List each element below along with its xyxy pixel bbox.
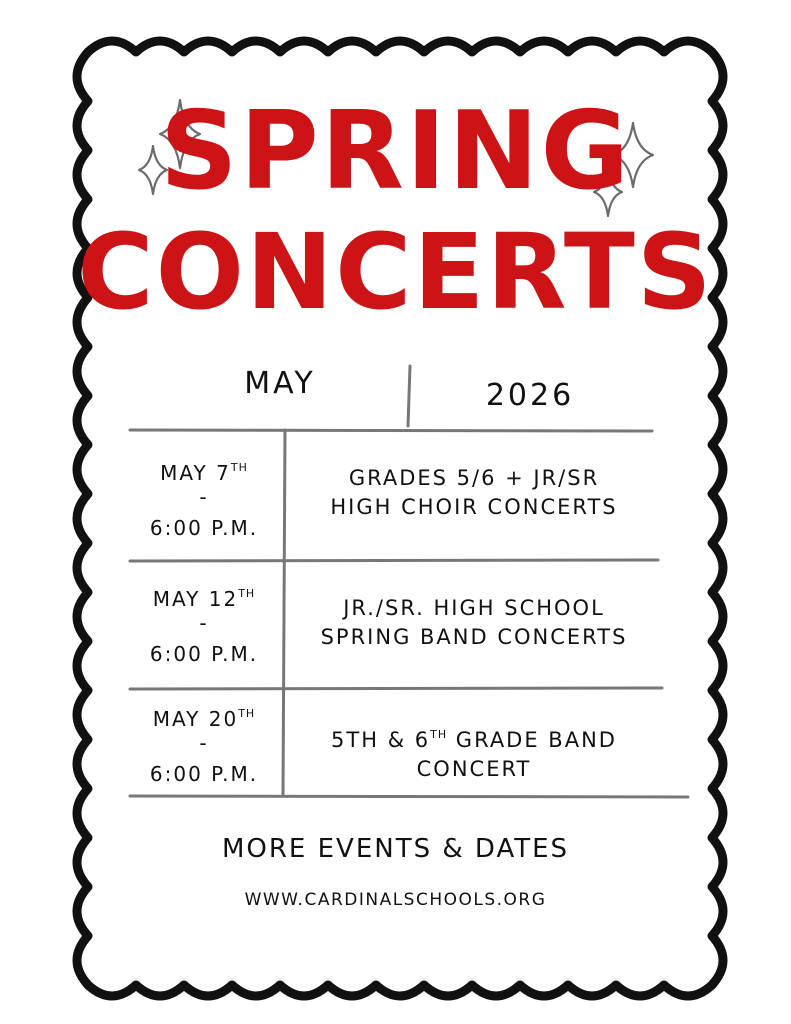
header-month: MAY [244, 366, 316, 401]
row-3-time: 6:00 P.M. [149, 762, 259, 786]
row-3-event-line-1: 5TH & 6TH GRADE BAND [331, 728, 617, 752]
row-1-date-text: MAY 7TH [160, 461, 248, 485]
row-rule-1 [130, 560, 658, 561]
row-1-event-line-1: GRADES 5/6 + JR/SR [348, 466, 600, 490]
row-3-date [128, 700, 280, 788]
row-1-dash: - [199, 485, 209, 509]
row-2-time: 6:00 P.M. [149, 642, 259, 666]
row-1-event-line-2: HIGH CHOIR CONCERTS [330, 495, 618, 519]
row-3-date-text: MAY 20TH [152, 707, 256, 731]
border-bottom [88, 985, 712, 996]
header-divider [408, 366, 410, 426]
website-url: WWW.CARDINALSCHOOLS.ORG [244, 890, 547, 910]
row-2-event-line-2: SPRING BAND CONCERTS [320, 625, 628, 649]
row-1-time: 6:00 P.M. [149, 516, 259, 540]
row-2-event [292, 594, 656, 652]
title-spring: SPRING [159, 89, 632, 214]
row-2-dash: - [199, 611, 209, 635]
title-concerts: CONCERTS [77, 211, 714, 333]
row-1-event [292, 464, 656, 522]
row-rule-2 [130, 688, 662, 689]
row-2-date [128, 580, 280, 668]
row-2-date-text: MAY 12TH [152, 587, 256, 611]
row-3-dash: - [199, 731, 209, 755]
row-1-date [128, 454, 280, 542]
row-3-event [292, 720, 656, 784]
row-3-event-line-2: CONCERT [416, 757, 532, 781]
column-divider [283, 430, 285, 794]
header-year: 2026 [485, 378, 575, 413]
table-top-rule [130, 430, 652, 431]
table-bottom-rule [130, 796, 688, 797]
row-2-event-line-1: JR./SR. HIGH SCHOOL [343, 596, 605, 620]
more-events-text: MORE EVENTS & DATES [221, 834, 570, 864]
border-top [88, 41, 712, 52]
